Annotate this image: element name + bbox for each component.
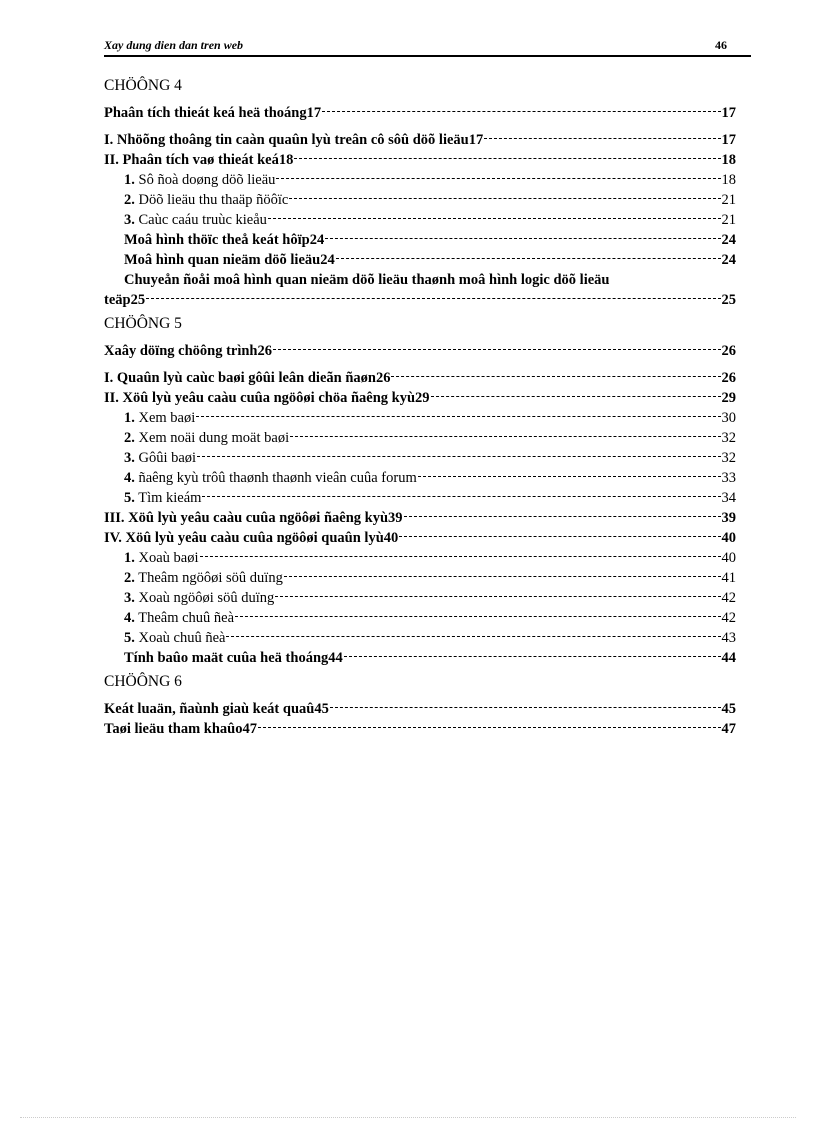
toc-entry-page: 17 xyxy=(721,105,736,121)
toc-entry-number: 2. xyxy=(124,192,135,208)
toc-entry xyxy=(104,368,736,388)
toc-entry-page: 41 xyxy=(721,570,736,586)
toc-entry xyxy=(104,608,736,628)
dot-leader xyxy=(258,726,721,728)
toc-entry-title xyxy=(104,130,483,150)
dot-leader xyxy=(399,535,720,537)
toc-entry-title xyxy=(124,648,343,668)
page-header xyxy=(104,38,751,57)
toc-entry-text: Sô ñoà doøng döõ lieäu xyxy=(134,172,276,188)
toc-entry-page: 40 xyxy=(721,530,736,546)
toc-entry xyxy=(104,468,736,488)
toc-entry-number: 1. xyxy=(124,172,135,188)
dot-leader xyxy=(322,110,720,112)
toc-entry xyxy=(104,568,736,588)
toc-entry-text: Xaây döïng chöông trình26 xyxy=(104,343,272,359)
toc-entry-number: 2. xyxy=(124,430,135,446)
toc-entry xyxy=(104,448,736,468)
toc-entry-text: Caùc caáu truùc kieåu xyxy=(134,212,267,228)
toc-entry xyxy=(104,648,736,668)
toc-entry-page: 29 xyxy=(721,390,736,406)
toc-entry-number: 1. xyxy=(124,410,135,426)
dot-leader xyxy=(268,217,721,219)
toc-entry-text: Tìm kieám xyxy=(134,490,202,506)
toc-entry-page: 26 xyxy=(721,343,736,359)
toc-entry-text: Xem noäi dung moät baøi xyxy=(134,430,290,446)
toc-entry-text: I. Quaûn lyù caùc baøi gôûi leân dieãn ñaøn26 xyxy=(104,370,391,386)
dot-leader xyxy=(484,137,720,139)
dot-leader xyxy=(275,595,720,597)
toc-entry-title xyxy=(104,368,390,388)
toc-entry-text: Taøi lieäu tham khaûo47 xyxy=(104,721,257,737)
toc-entry xyxy=(104,588,736,608)
toc-entry-text: II. Phaân tích vaø thieát keá18 xyxy=(104,152,294,168)
toc-entry-page: 21 xyxy=(721,192,736,208)
dot-leader xyxy=(431,395,721,397)
toc-entry-page: 24 xyxy=(721,252,736,268)
toc-entry-page: 18 xyxy=(721,172,736,188)
toc-entry-page: 33 xyxy=(721,470,736,486)
toc-entry-page: 34 xyxy=(721,490,736,506)
dot-leader xyxy=(289,197,720,199)
dot-leader xyxy=(404,515,721,517)
toc-entry-number: 3. xyxy=(124,450,135,466)
toc-entry xyxy=(104,428,736,448)
toc-entry xyxy=(104,528,736,548)
toc-entry-text: Tính baûo maät cuûa heä thoáng44 xyxy=(124,650,343,666)
toc-entry-page: 45 xyxy=(721,701,736,717)
toc-entry-title xyxy=(104,388,430,408)
toc-entry-text: Theâm ngöôøi söû duïng xyxy=(134,570,283,586)
toc-entry xyxy=(104,341,736,361)
toc-entry-title xyxy=(124,190,288,210)
toc-entry-page: 21 xyxy=(721,212,736,228)
chapter-heading: CHÖÔNG 4 xyxy=(104,77,182,94)
dot-leader xyxy=(276,177,720,179)
toc-entry xyxy=(104,170,736,190)
dot-leader xyxy=(273,348,721,350)
dot-leader xyxy=(391,375,720,377)
dot-leader xyxy=(336,257,721,259)
toc-entry-number: 5. xyxy=(124,630,135,646)
toc-entry-number: 2. xyxy=(124,570,135,586)
dot-leader xyxy=(202,495,720,497)
toc-entry xyxy=(104,488,736,508)
toc-entry-title xyxy=(104,699,329,719)
toc-entry-page: 18 xyxy=(721,152,736,168)
toc-entry-text: teäp25 xyxy=(104,292,146,308)
toc-entry xyxy=(104,508,736,528)
dot-leader xyxy=(294,157,720,159)
toc-entry-title xyxy=(104,508,403,528)
toc-entry-title xyxy=(104,150,293,170)
toc-entry-page: 26 xyxy=(721,370,736,386)
toc-entry xyxy=(104,290,736,310)
toc-entry-page: 43 xyxy=(721,630,736,646)
toc-entry-title xyxy=(124,568,283,588)
toc-entry-text: Moâ hình thöïc theå keát hôïp24 xyxy=(124,232,325,248)
toc-entry-page: 42 xyxy=(721,590,736,606)
toc-entry-title xyxy=(104,528,398,548)
toc-entry-number: 3. xyxy=(124,590,135,606)
toc-entry-title xyxy=(124,250,335,270)
toc-entry-text: Döõ lieäu thu thaäp ñöôïc xyxy=(134,192,289,208)
toc-entry-number: 5. xyxy=(124,490,135,506)
toc-entry-text: Gôûi baøi xyxy=(134,450,197,466)
toc-entry-text: Xoaù baøi xyxy=(134,550,199,566)
toc-entry-title xyxy=(124,230,324,250)
toc-entry-text: Xoaù chuû ñeà xyxy=(134,630,226,646)
dot-leader xyxy=(325,237,720,239)
toc-entry-title xyxy=(124,210,267,230)
dot-leader xyxy=(196,415,720,417)
toc-entry-title xyxy=(104,719,257,739)
toc-entry-number: 4. xyxy=(124,610,135,626)
dot-leader xyxy=(197,455,720,457)
toc-entry xyxy=(104,103,736,123)
toc-entry-title xyxy=(124,588,274,608)
toc-entry-page: 32 xyxy=(721,430,736,446)
toc-entry-text: Xoaù ngöôøi söû duïng xyxy=(134,590,275,606)
toc-entry-page: 30 xyxy=(721,410,736,426)
toc-entry-page: 42 xyxy=(721,610,736,626)
toc-entry-text: Keát luaän, ñaùnh giaù keát quaû45 xyxy=(104,701,329,717)
toc-entry-title xyxy=(104,290,145,310)
dot-leader xyxy=(226,635,720,637)
table-of-contents xyxy=(104,76,736,739)
toc-entry xyxy=(104,388,736,408)
toc-entry-title xyxy=(124,608,234,628)
toc-entry-text: III. Xöû lyù yeâu caàu cuûa ngöôøi ñaêng kyù39 xyxy=(104,510,403,526)
toc-entry-text: Theâm chuû ñeà xyxy=(134,610,235,626)
toc-entry-page: 25 xyxy=(721,292,736,308)
toc-entry xyxy=(104,190,736,210)
toc-entry-page: 32 xyxy=(721,450,736,466)
toc-entry-number: 4. xyxy=(124,470,135,486)
toc-entry-page: 44 xyxy=(721,650,736,666)
dot-leader xyxy=(235,615,720,617)
chapter-heading: CHÖÔNG 6 xyxy=(104,673,182,690)
toc-entry-page: 17 xyxy=(721,132,736,148)
toc-entry-title xyxy=(124,628,225,648)
toc-entry-page: 40 xyxy=(721,550,736,566)
toc-entry-title xyxy=(124,170,275,190)
toc-entry-page: 39 xyxy=(721,510,736,526)
toc-entry xyxy=(104,250,736,270)
dot-leader xyxy=(330,706,721,708)
toc-entry-text: II. Xöû lyù yeâu caàu cuûa ngöôøi chöa ñaêng kyù29 xyxy=(104,390,430,406)
toc-entry-title xyxy=(124,488,201,508)
toc-entry-page: 24 xyxy=(721,232,736,248)
toc-entry-page: 47 xyxy=(721,721,736,737)
toc-entry-text: I. Nhöõng thoâng tin caàn quaûn lyù treân cô sôû döõ lieäu17 xyxy=(104,132,484,148)
chapter-heading: CHÖÔNG 5 xyxy=(104,315,182,332)
dot-leader xyxy=(146,297,720,299)
toc-entry xyxy=(104,628,736,648)
toc-entry xyxy=(104,408,736,428)
toc-entry-number: 1. xyxy=(124,550,135,566)
dot-leader xyxy=(344,655,721,657)
toc-entry-title xyxy=(104,103,321,123)
toc-entry-title xyxy=(124,448,196,468)
toc-entry xyxy=(104,130,736,150)
toc-entry-text: IV. Xöû lyù yeâu caàu cuûa ngöôøi quaûn lyù40 xyxy=(104,530,399,546)
toc-entry-title xyxy=(124,428,289,448)
toc-entry-title xyxy=(124,408,195,428)
header-page-number: 46 xyxy=(715,38,727,52)
dot-leader xyxy=(418,475,721,477)
dot-leader xyxy=(200,555,721,557)
toc-entry xyxy=(104,548,736,568)
header-title: Xay dung dien dan tren web xyxy=(104,38,244,52)
toc-entry xyxy=(104,150,736,170)
toc-entry xyxy=(104,210,736,230)
toc-entry-title xyxy=(104,341,272,361)
dot-leader xyxy=(290,435,720,437)
toc-entry-text: Moâ hình quan nieäm döõ lieäu24 xyxy=(124,252,335,268)
toc-entry xyxy=(104,230,736,250)
toc-entry-text: ñaêng kyù trôû thaønh thaønh vieân cuûa forum xyxy=(134,470,417,486)
toc-entry-title xyxy=(124,548,199,568)
toc-entry xyxy=(104,719,736,739)
toc-entry-text: Xem baøi xyxy=(134,410,196,426)
page-bottom-divider xyxy=(20,1117,796,1118)
toc-entry-wrapped-first-line: Chuyeån ñoåi moâ hình quan nieäm döõ lieäu thaønh moâ hình logic döõ lieäu xyxy=(124,272,610,288)
toc-entry xyxy=(104,699,736,719)
dot-leader xyxy=(284,575,721,577)
toc-entry-number: 3. xyxy=(124,212,135,228)
toc-entry-text: Phaân tích thieát keá heä thoáng17 xyxy=(104,105,322,121)
toc-entry-title xyxy=(124,468,417,488)
